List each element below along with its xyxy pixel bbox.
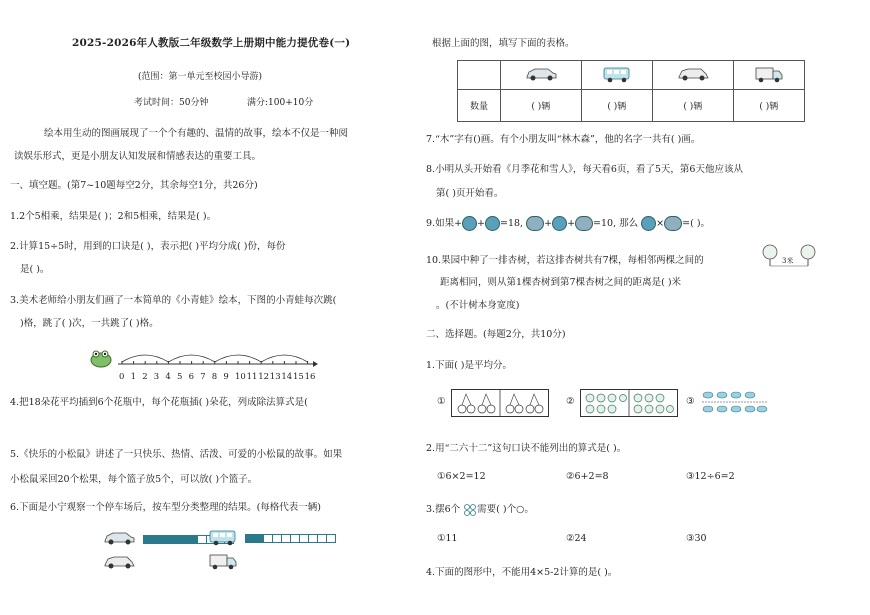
c1-option-2-figure [580,389,678,417]
page-title: 2025-2026年人教版二年级数学上册期中能力提优卷(一) [72,37,351,49]
question-3-line-1: 3.美术老师给小朋友们画了一本简单的《小青蛙》绘本，下图的小青蛙每次跳( [10,295,337,306]
number-line-label: 6 [188,372,195,382]
car-row-d [208,552,238,573]
c1-option-1-figure [451,389,549,417]
table-vehicle-car [501,61,582,90]
truck-icon [208,552,238,570]
choice-3 [426,501,534,516]
jump-arc [261,355,307,362]
question-5-line-2: 小松鼠采回20个松果，每个篮子放5个，可以放( )个篮子。 [10,474,258,485]
q9-eq1: =18, [500,218,524,229]
question-6: 6.下面是小宁观察一个停车场后，按车型分类整理的结果。(每格代表一辆) [10,502,321,513]
section-1-heading: 一、填空题。(第7~10题每空2分，其余每空1分，共26分) [10,180,258,191]
question-5-line-1: 5.《快乐的小松鼠》讲述了一只快乐、热情、活泼、可爱的小松鼠的故事。如果 [10,449,343,460]
question-2-line-2: 是( )。 [20,264,50,275]
fish-icon [700,388,770,416]
number-line-labels [88,372,318,384]
suv-icon [676,66,710,82]
melon-icon [575,216,593,231]
car-row-c [102,554,136,573]
c1-option-3-label: ③ [686,396,695,407]
car-icon [102,554,136,570]
full-score: 满分:100+10分 [247,98,314,108]
question-10-line-3: 。(不计树本身宽度) [436,300,520,311]
intro-line-2: 读娱乐形式，更是小朋友认知发展和情感表达的重要工具。 [14,151,262,162]
bus-icon [602,65,632,83]
question-3-line-2: )格，跳了( )次，一共跳了( )格。 [20,318,159,329]
exam-time: 考试时间：50分钟 [134,98,209,108]
melon-icon [664,216,682,231]
c2-option-1: ①6×2=12 [437,471,486,482]
vehicle-count-table [457,60,805,122]
blueberry-icon [485,216,500,231]
tally-cell [326,534,336,543]
question-4: 4.把18朵花平均插到6个花瓶中，每个花瓶插( )朵花，列成除法算式是( [10,397,308,408]
q9-eq3: =( )。 [682,218,711,229]
number-line-label: 14 [281,372,293,382]
choice-4: 4.下面的图形中，不能用4×5-2计算的是( )。 [426,567,618,578]
choice-2: 2.用“二六十二”这句口诀不能列出的算式是( )。 [426,443,627,454]
truck-icon [754,65,784,83]
number-line-label: 7 [200,372,206,382]
car-row-b [208,528,335,549]
table-cell-bus: ( )辆 [581,90,652,122]
tree-distance-label: 3米 [782,257,794,265]
number-line-label: 9 [223,372,229,382]
number-line-label: 4 [165,372,171,382]
c2-option-2: ②6+2=8 [566,471,609,482]
question-1: 1.2个5相乘，结果是( )；2和5相乘，结果是( )。 [10,211,217,222]
tally-cells-b [245,534,335,546]
hexagon-cluster-icon [463,504,477,516]
q9-prefix: 9.如果+ [426,218,463,229]
number-line-label: 5 [177,372,183,382]
table-vehicle-bus [581,61,652,90]
choice-1: 1.下面( )是平均分。 [426,360,512,371]
table-cell-truck: ( )辆 [733,90,804,122]
number-line-label: 13 [269,372,281,382]
number-line-label: 11 [246,372,258,382]
table-vehicle-truck [733,61,804,90]
c1-option-2-label: ② [566,396,575,407]
jump-arc [168,355,214,362]
question-8-line-1: 8.小明从头开始看《月季花和雪人》，每天看6页，看了5天，第6天他应该从 [426,164,743,175]
table-vehicle-suv [652,61,733,90]
car-icon [524,66,558,82]
c1-option-3-figure [700,388,770,419]
c3-prefix: 3.摆6个 [426,504,461,515]
number-line-label: 0 [119,372,125,382]
trees-figure [760,244,820,273]
number-line-label: 15 [293,372,304,382]
bus-icon [208,528,238,546]
table-row-label: 数量 [458,90,501,122]
c1-option-1-label: ① [437,396,446,407]
scope-text: (范围：第一单元至校园小导游) [138,72,263,82]
question-10-line-1: 10.果园中种了一排杏树，若这排杏树共有7棵，每相邻两棵之间的 [426,255,704,266]
question-7: 7.“木”字有()画。有个小朋友叫“林木森”，他的名字一共有( )画。 [426,134,701,145]
number-line-label: 16 [304,372,316,382]
c3-option-2: ②24 [566,533,587,544]
question-10-line-2: 距离相同，则从第1棵杏树到第7棵杏树之间的距离是( )米 [440,277,682,288]
number-line-label: 10 [235,372,246,382]
section-2-heading: 二、选择题。(每题2分，共10分) [426,329,566,340]
q9-eq2: =10, 那么 [593,218,639,229]
number-line-label: 1 [130,372,137,382]
number-line-label: 3 [153,372,160,382]
table-cell-suv: ( )辆 [652,90,733,122]
cherry-icon [452,390,548,416]
intro-line-1: 绘本用生动的图画展现了一个个有趣的、温情的故事，绘本不仅是一种阅 [44,128,349,139]
blueberry-icon [641,216,656,231]
c3-option-3: ③30 [686,533,707,544]
c3-suffix: 需要( )个○。 [477,504,534,515]
table-intro: 根据上面的图，填写下面的表格。 [432,38,575,49]
number-line-label: 8 [211,372,218,382]
frog-icon [91,351,111,367]
number-line-label: 2 [142,372,148,382]
melon-icon [526,216,544,231]
c2-option-3: ③12÷6=2 [686,471,735,482]
table-blank-header [458,61,501,90]
jump-arc [122,355,168,362]
c3-option-1: ①11 [437,533,458,544]
car-icon [102,530,136,546]
number-line-label: 12 [258,372,270,382]
blueberry-icon [462,216,477,231]
question-9: 9.如果+ + =18, + + =10, 那么 × =( )。 [426,218,711,229]
table-cell-car: ( )辆 [501,90,582,122]
question-8-line-2: 第( )页开始看。 [436,188,504,199]
apple-icon [581,390,677,416]
question-2-line-1: 2.计算15÷5时，用到的口诀是( )，表示把( )平均分成( )份，每份 [10,241,286,252]
blueberry-icon [552,216,567,231]
jump-arc [215,355,261,362]
